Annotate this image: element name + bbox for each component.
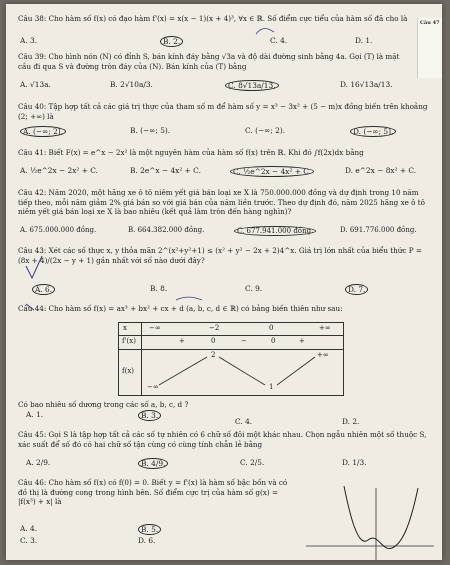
q44-option-d[interactable]: D. 2. [342,417,360,426]
question-43-text: Câu 43: Xét các số thực x, y thỏa mãn 2^(x²+y²+1) ≤ (x² + y² − 2x + 2)4^x. Giá trị lớn nhất của biểu thức P = (8x + 4)/(2x − y + 1) gần nhất với số nào dưới đây? [18,246,422,265]
q41-option-a[interactable]: A. ½e^2x − 2x² + C. [20,166,98,175]
q38-option-a[interactable]: A. 3. [20,36,38,45]
q44-option-a[interactable]: A. 1. [26,410,44,419]
tbl-fp-4: 0 [271,337,276,345]
question-42-text: Câu 42: Năm 2020, một hãng xe ô tô niêm yết giá bán loại xe X là 750.000.000 đồng và dự định trong 10 năm tiếp theo, mỗi năm giảm 2% giá bán so với giá bán của năm liền trước. Theo dự định đó, năm 2025 hãng xe ô tô niêm yết giá bán loại xe X là bao nhiêu (kết quả làm tròn đến hàng nghìn)? [18,188,425,216]
q39-option-c[interactable]: C. 8√13a/13. [225,80,279,91]
tbl-f-label: f(x) [122,367,135,375]
q40-option-b[interactable]: B. (−∞; 5). [130,126,171,135]
q39-option-a[interactable]: A. √13a. [20,80,51,89]
q41-option-d[interactable]: D. e^2x − 8x² + C. [345,166,417,175]
tbl-fp-label: f'(x) [122,337,136,345]
exam-sheet [6,4,442,560]
q45-option-a[interactable]: A. 2/9. [26,458,51,467]
tbl-x-1: −∞ [149,324,161,332]
question-39-text: Câu 39: Cho hình nón (N) có đỉnh S, bán kính đáy bằng √3a và độ dài đường sinh bằng 4a. Gọi (T) là mặt cầu đi qua S và đường tròn đáy của (N). Bán kính của (T) bằng [18,52,400,71]
q46-option-c[interactable]: C. 3. [20,536,38,545]
q42-option-b[interactable]: B. 664.382.000 đồng. [128,226,205,234]
tbl-f-min: 1 [269,383,274,391]
question-44-after: Có bao nhiêu số dương trong các số a, b, c, d ? [18,400,189,409]
q44-option-c[interactable]: C. 4. [235,417,253,426]
q40-option-c[interactable]: C. (−∞; 2). [245,126,286,135]
question-41-text: Câu 41: Biết F(x) = e^x − 2x² là một nguyên hàm của hàm số f(x) trên ℝ. Khi đó ∫f(2x)dx bằng [18,148,364,157]
tbl-x-2: −2 [209,324,220,332]
edge-label: Câu 47 [420,20,440,26]
q38-option-b[interactable]: B. 2. [160,36,183,47]
q41-option-b[interactable]: B. 2e^x − 4x² + C. [130,166,201,175]
tbl-f-plus-inf: +∞ [317,351,329,359]
question-45-text: Câu 45: Gọi S là tập hợp tất cả các số tự nhiên có 6 chữ số đôi một khác nhau. Chọn ngẫu nhiên một số thuộc S, xác suất để số đó có hai chữ số tận cùng có cùng tính chẵn lẻ bằng [18,430,427,449]
q42-option-c[interactable]: C. 677.941.000 đồng. [234,226,316,236]
q41-option-c[interactable]: C. ½e^2x − 4x² + C. [230,166,314,177]
tbl-f-max: 2 [211,351,216,359]
tbl-f-minus-inf: −∞ [147,383,159,391]
q45-option-b[interactable]: B. 4/9. [138,458,168,469]
question-38-text: Câu 38: Cho hàm số f(x) có đạo hàm f'(x) = x(x − 1)(x + 4)³, ∀x ∈ ℝ. Số điểm cực tiểu của hàm số đã cho là [18,14,408,23]
tbl-fp-1: + [179,337,185,345]
q45-option-d[interactable]: D. 1/3. [342,458,367,467]
q42-option-d[interactable]: D. 691.776.000 đồng. [340,226,417,234]
tbl-fp-3: − [241,337,247,345]
handwritten-marks [6,4,442,560]
tbl-x-4: +∞ [319,324,331,332]
q38-option-c[interactable]: C. 4. [270,36,288,45]
tbl-fp-5: + [299,337,305,345]
tbl-fp-2: 0 [211,337,216,345]
tbl-x-3: 0 [269,324,274,332]
tbl-x-label: x [123,324,127,332]
question-40-text: Câu 40: Tập hợp tất cả các giá trị thực của tham số m để hàm số y = x³ − 3x² + (5 − m)x đồng biến trên khoảng (2; +∞) là [18,102,428,121]
q43-option-c[interactable]: C. 9. [245,284,263,293]
q39-option-d[interactable]: D. 16√13a/13. [340,80,393,89]
q43-option-a[interactable]: A. 6. [32,284,55,295]
q42-option-a[interactable]: A. 675.000.000 đồng. [20,226,97,234]
q40-option-d[interactable]: D. (−∞; 5]. [350,126,396,137]
q46-option-b[interactable]: B. 5. [138,524,161,535]
q44-option-b[interactable]: B. 3. [138,410,161,421]
q46-option-a[interactable]: A. 4. [20,524,38,533]
q43-option-d[interactable]: D. 7. [345,284,368,295]
q43-option-b[interactable]: B. 8. [150,284,168,293]
q38-option-d[interactable]: D. 1. [355,36,373,45]
question-46-text: Câu 46: Cho hàm số f(x) có f(0) = 0. Biết y = f'(x) là hàm số bậc bốn và có đồ thị là đường cong trong hình bên. Số điểm cực trị của hàm số g(x) = |f(x³) + x| là [18,478,288,506]
q39-option-b[interactable]: B. 2√10a/3. [110,80,153,89]
q40-option-a[interactable]: A. (−∞; 2]. [20,126,66,137]
q46-option-d[interactable]: D. 6. [138,536,156,545]
question-44-text: Câu 44: Cho hàm số f(x) = ax³ + bx² + cx + d (a, b, c, d ∈ ℝ) có bảng biến thiên như sau: [18,304,343,313]
q45-option-c[interactable]: C. 2/5. [240,458,265,467]
